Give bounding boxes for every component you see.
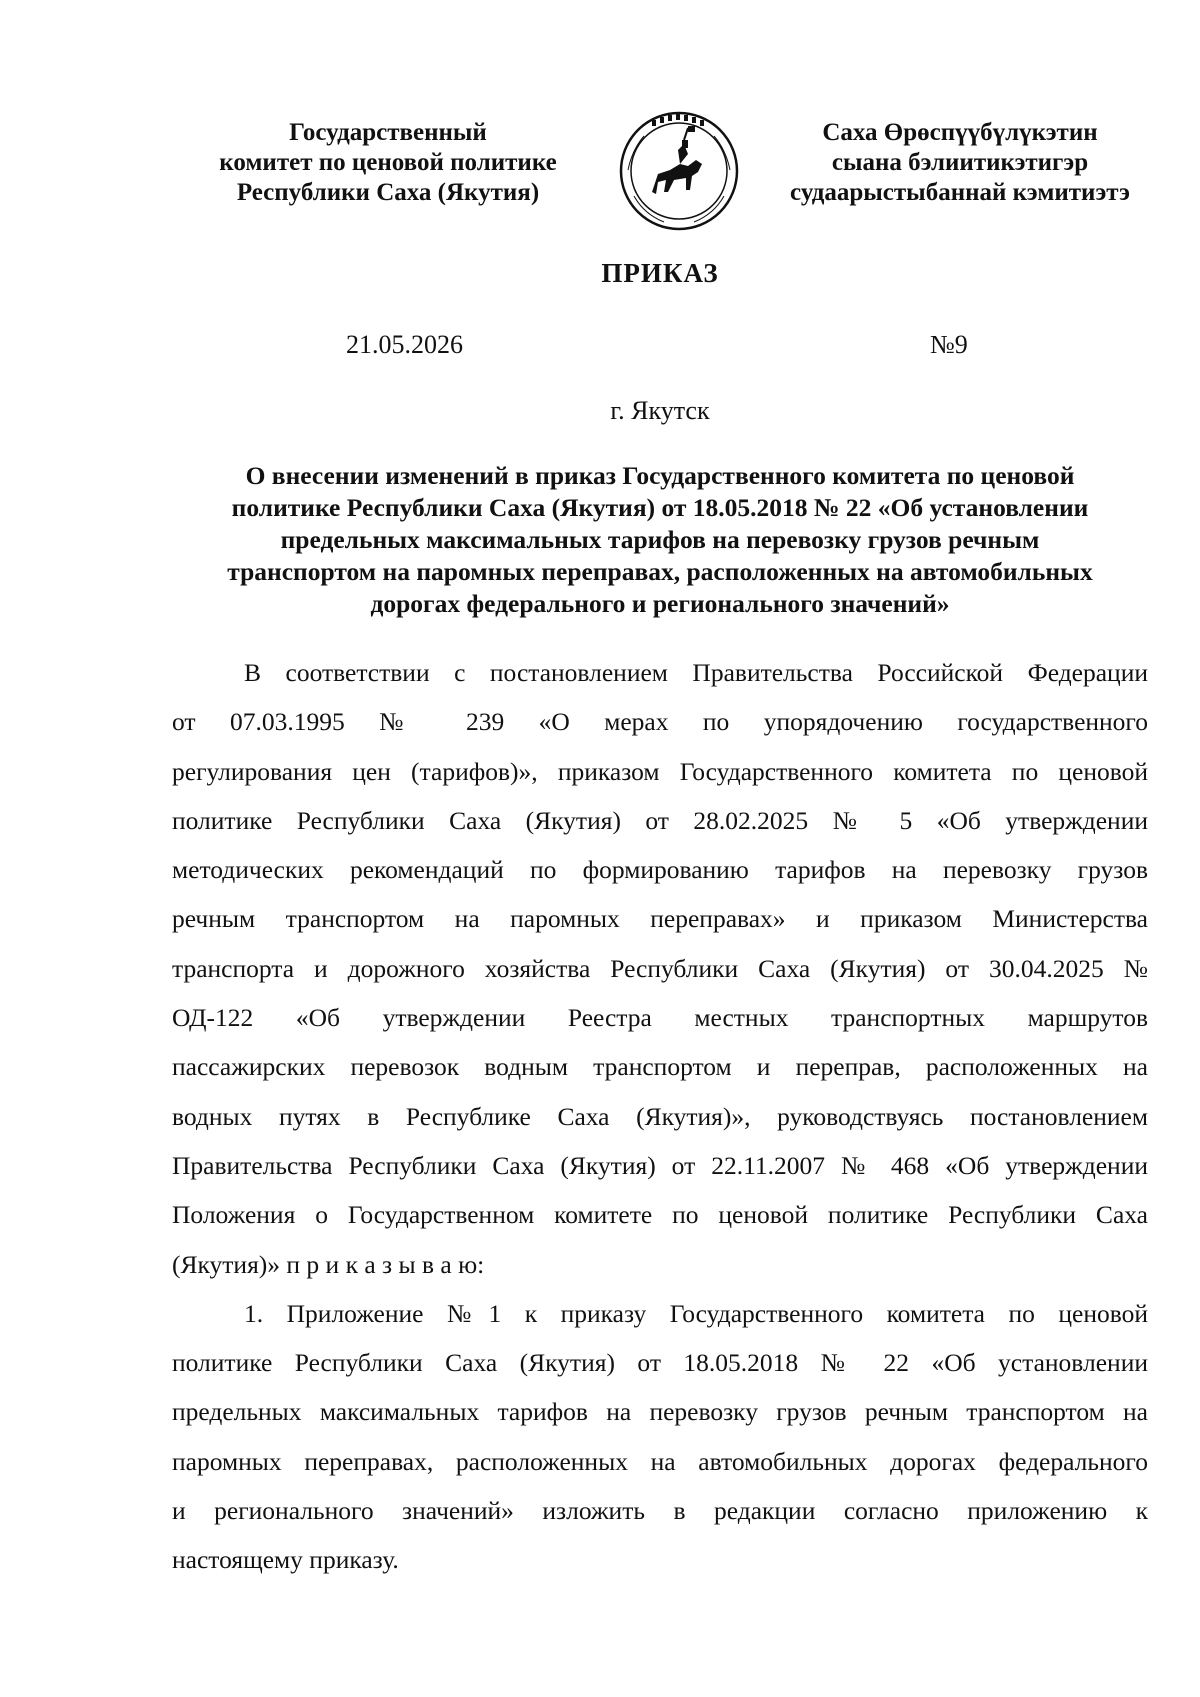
body-line: регулирования цен (тарифов)», приказом Государственного комитета по ценовой [172, 756, 1148, 786]
order-date: 21.05.2026 [346, 330, 463, 359]
org-sah-line: Саха Өрөспүүбүлүкэтин [822, 119, 1098, 146]
org-ru-line: Республики Саха (Якутия) [236, 179, 540, 206]
body-line: политике Республики Саха (Якутия) от 28.02.2025 № 5 «Об утверждении [172, 805, 1148, 835]
order-body [172, 648, 1148, 1585]
body-line: В соответствии с постановлением Правительства Российской Федерации [244, 658, 1148, 687]
body-line: политике Республики Саха (Якутия) от 18.05.2018 № 22 «Об установлении [172, 1348, 1148, 1378]
body-line: речным транспортом на паромных переправах» и приказом Министерства [172, 904, 1148, 934]
org-ru-line: Государственный [289, 119, 487, 146]
org-name-russian [188, 118, 588, 208]
document-title: ПРИКАЗ [601, 258, 719, 288]
body-line: предельных максимальных тарифов на перевозку грузов речным транспортом на [172, 1397, 1148, 1427]
body-line: настоящему приказу. [172, 1545, 399, 1575]
body-line: методических рекомендаций по формированию тарифов на перевозку грузов [172, 855, 1148, 885]
subject-line: дорогах федерального и регионального значений» [370, 589, 950, 618]
body-line: от 07.03.1995 № 239 «О мерах по упорядочению государственного [172, 707, 1148, 737]
yakutia-emblem-icon [618, 110, 740, 232]
body-line: водных путях в Республике Саха (Якутия)», руководствуясь постановлением [172, 1101, 1148, 1131]
subject-line: О внесении изменений в приказ Государственного комитета по ценовой [245, 461, 1075, 490]
body-line: Положения о Государственном комитете по ценовой политике Республики Саха [172, 1200, 1148, 1230]
body-line: ОД-122 «Об утверждении Реестра местных транспортных маршрутов [172, 1003, 1148, 1033]
order-subject [172, 460, 1148, 620]
body-line: и регионального значений» изложить в редакции согласно приложению к [172, 1496, 1148, 1526]
subject-line: предельных максимальных тарифов на перевозку грузов речным [280, 525, 1040, 554]
body-line: (Якутия)» п р и к а з ы в а ю: [172, 1249, 485, 1279]
body-line: Правительства Республики Саха (Якутия) от 22.11.2007 № 468 «Об утверждении [172, 1150, 1148, 1180]
order-city: г. Якутск [610, 396, 710, 425]
body-line: паромных переправах, расположенных на автомобильных дорогах федерального [172, 1446, 1148, 1476]
org-sah-line: судаарыстыбаннай кэмитиэтэ [790, 179, 1130, 206]
org-name-sakha [760, 118, 1160, 208]
subject-line: политике Республики Саха (Якутия) от 18.05.2018 № 22 «Об установлении [231, 493, 1089, 522]
subject-line: транспортом на паромных переправах, расположенных на автомобильных [227, 557, 1093, 586]
org-ru-line: комитет по ценовой политике [219, 149, 557, 176]
order-number: №9 [930, 330, 968, 359]
body-line: транспорта и дорожного хозяйства Республики Саха (Якутия) от 30.04.2025 № [172, 953, 1148, 983]
org-sah-line: сыана бэлиитикэтигэр [831, 149, 1089, 176]
body-line: пассажирских перевозок водным транспортом и переправ, расположенных на [172, 1052, 1148, 1082]
body-line: 1. Приложение №1 к приказу Государственного комитета по ценовой [244, 1298, 1148, 1328]
